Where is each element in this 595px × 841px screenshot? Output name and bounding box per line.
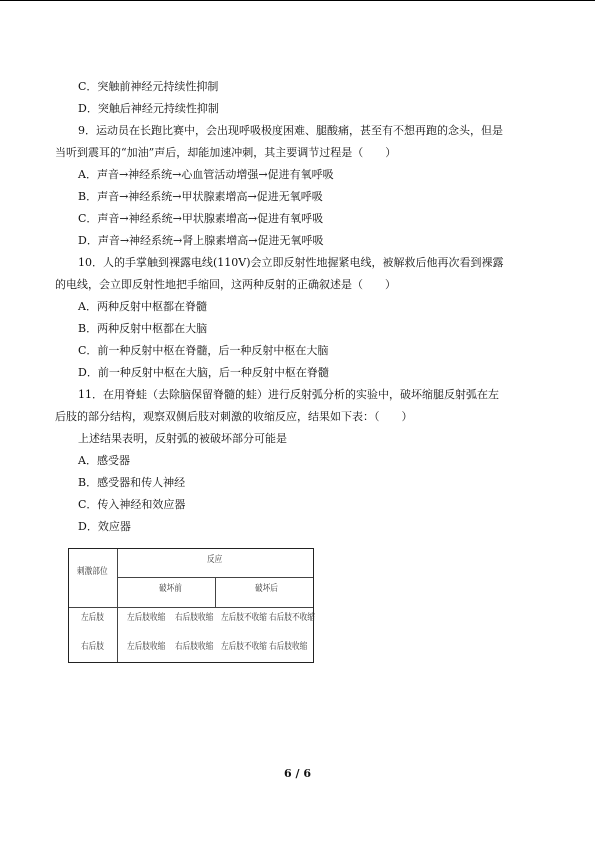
page-number: 6 / 6 — [284, 767, 311, 780]
option-line: C．前一种反射中枢在脊髓，后一种反射中枢在大脑 — [78, 344, 329, 357]
question-stem: 的电线，会立即反射性地把手缩回，这两种反射的正确叙述是（ ） — [55, 278, 396, 291]
table-corner-header: 刺激部位 — [77, 567, 108, 577]
option-line: C．声音→神经系统→甲状腺素增高→促进有氧呼吸 — [78, 212, 324, 225]
option-line: C．突触前神经元持续性抑制 — [78, 80, 219, 93]
table-row-label: 右后肢 — [81, 642, 104, 652]
option-line: A．声音→神经系统→心血管活动增强→促进有氧呼吸 — [78, 168, 334, 181]
table-row-label: 左后肢 — [81, 613, 104, 623]
option-line: D．效应器 — [78, 520, 131, 533]
option-line: A．感受器 — [78, 454, 130, 467]
option-line: D．突触后神经元持续性抑制 — [78, 102, 219, 115]
question-stem: 当听到震耳的“加油”声后，却能加速冲刺，其主要调节过程是（ ） — [55, 146, 397, 159]
option-line: C．传入神经和效应器 — [78, 498, 186, 511]
table-cell: 左后肢收缩 — [127, 642, 166, 652]
table-cell: 右后肢不收缩 — [269, 613, 315, 623]
table-divider — [117, 549, 118, 662]
option-line: A．两种反射中枢都在脊髓 — [78, 300, 207, 313]
table-top-header: 反应 — [207, 555, 223, 565]
table-cell: 左后肢不收缩 — [221, 613, 267, 623]
top-rule — [0, 0, 595, 1]
question-stem: 9．运动员在长跑比赛中，会出现呼吸极度困难、腿酸痛，甚至有不想再跑的念头，但是 — [78, 124, 503, 137]
table-cell: 右后肢收缩 — [175, 642, 214, 652]
question-stem: 上述结果表明，反射弧的被破坏部分可能是 — [78, 432, 287, 445]
table-cell: 右后肢收缩 — [175, 613, 214, 623]
option-line: B．感受器和传人神经 — [78, 476, 186, 489]
table-cell: 左后肢不收缩 — [221, 642, 267, 652]
option-line: D．声音→神经系统→肾上腺素增高→促进无氧呼吸 — [78, 234, 324, 247]
table-sub-header: 破坏前 — [159, 584, 182, 594]
question-stem: 10．人的手掌触到裸露电线(110V)会立即反射性地握紧电线，被解救后他再次看到裸露 — [78, 256, 504, 269]
option-line: B．声音→神经系统→甲状腺素增高→促进无氧呼吸 — [78, 190, 323, 203]
option-line: D．前一种反射中枢在大脑，后一种反射中枢在脊髓 — [78, 366, 329, 379]
question-stem: 11．在用脊蛙（去除脑保留脊髓的蛙）进行反射弧分析的实验中，破坏缩腿反射弧在左 — [78, 388, 499, 401]
table-divider — [215, 577, 216, 607]
question-stem: 后肢的部分结构，观察双侧后肢对刺激的收缩反应，结果如下表：（ ） — [55, 410, 413, 423]
table-divider — [69, 607, 313, 608]
table-sub-header: 破坏后 — [255, 584, 278, 594]
table-cell: 右后肢收缩 — [269, 642, 308, 652]
results-table — [68, 548, 314, 663]
table-cell: 左后肢收缩 — [127, 613, 166, 623]
option-line: B．两种反射中枢都在大脑 — [78, 322, 208, 335]
